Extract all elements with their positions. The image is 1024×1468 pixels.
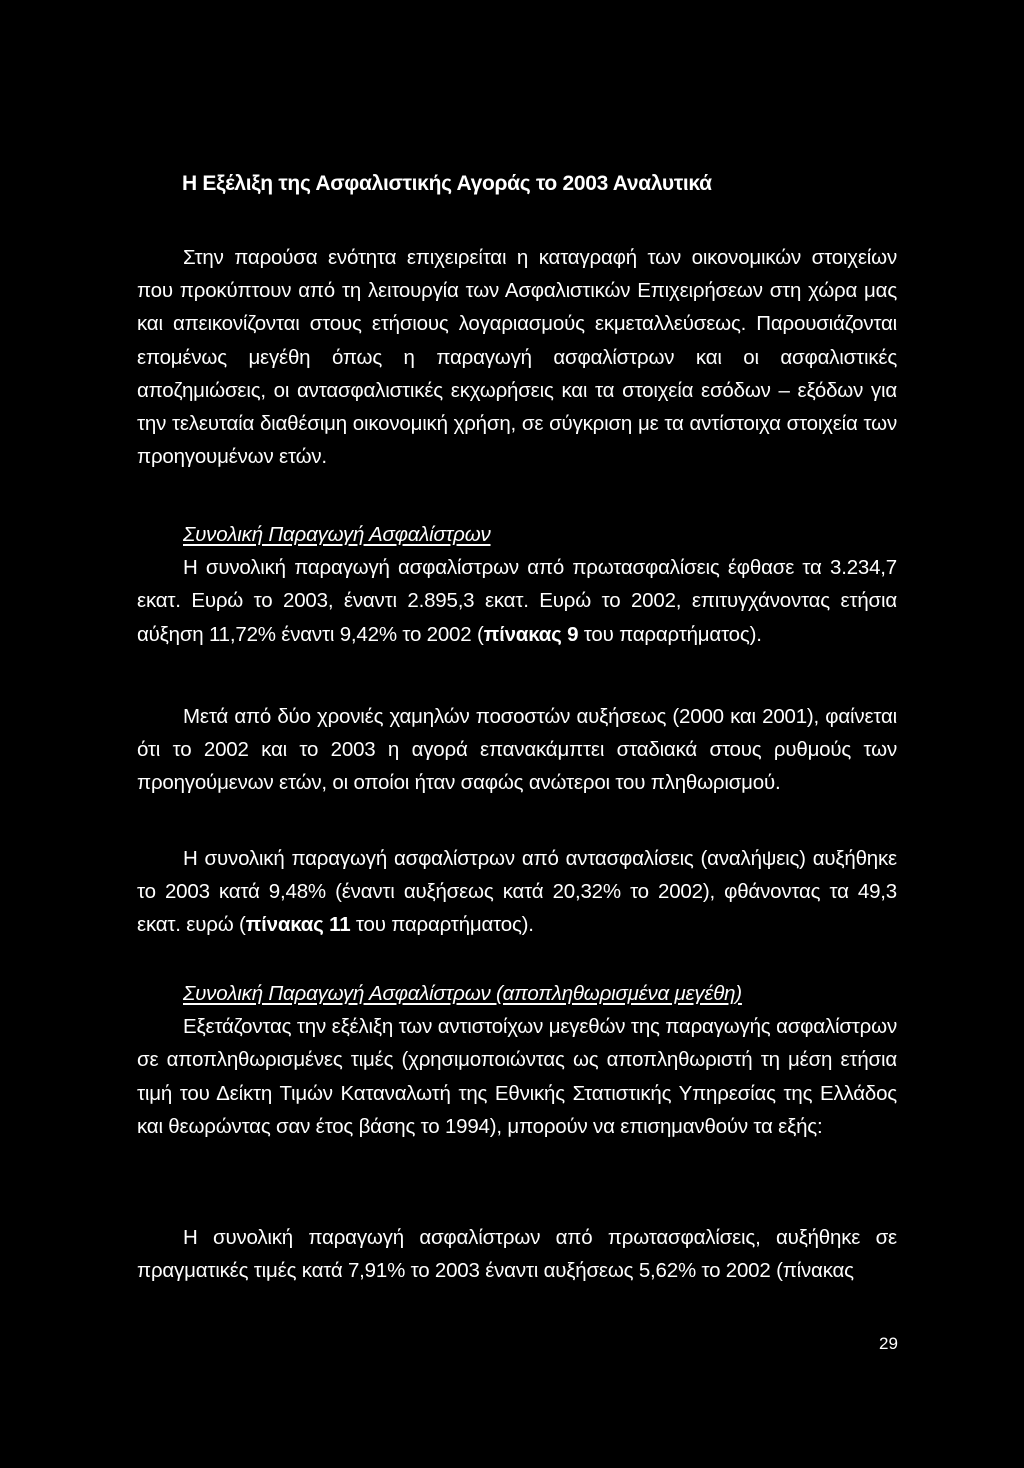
page-number: 29 — [879, 1334, 898, 1353]
intro-paragraph — [137, 241, 897, 473]
reinsurance-paragraph — [137, 842, 897, 942]
recovery-paragraph-text: Μετά από δύο χρονιές χαμηλών ποσοστών αυξήσεως (2000 και 2001), φαίνεται ότι το 2002 και το 2003 η αγορά επανακάμπτει σταδιακά στους ρυθμούς των προηγούμενων ετών, οι οποίοι ήταν σαφώς ανώτεροι του πληθωρισμού. — [137, 705, 897, 795]
section-title-text: Συνολική Παραγωγή Ασφαλίστρων — [183, 523, 491, 546]
section-title — [137, 977, 897, 1010]
recovery-paragraph — [137, 700, 897, 800]
intro-paragraph-text: Στην παρούσα ενότητα επιχειρείται η καταγραφή των οικονομικών στοιχείων που προκύπτουν από τη λειτουργία των Ασφαλιστικών Επιχειρήσεων στη χώρα μας και απεικονίζονται στους ετήσιους λογαριασμούς εκμεταλλεύσεως. Παρουσιάζονται επομένως μεγέθη όπως η παραγωγή ασφαλίστρων και οι ασφαλιστικές αποζημιώσεις, οι αντασφαλιστικές εκχωρήσεις και τα στοιχεία εσόδων – εξόδων για την τελευταία διαθέσιμη οικονομική χρήση, σε σύγκριση με τα αντίστοιχα στοιχεία των προηγουμένων ετών. — [137, 246, 897, 469]
real-terms-paragraph-text: Η συνολική παραγωγή ασφαλίστρων από πρωτασφαλίσεις, αυξήθηκε σε πραγματικές τιμές κατά 7,91% το 2003 έναντι αυξήσεως 5,62% το 2002 (πίνακας — [137, 1226, 897, 1283]
section-paragraph-text: Η συνολική παραγωγή ασφαλίστρων από πρωτασφαλίσεις έφθασε τα 3.234,7 εκατ. Ευρώ το 2003, έναντι 2.895,3 εκατ. Ευρώ το 2002, επιτυγχάνοντας ετήσια αύξηση 11,72% έναντι 9,42% το 2002 ( — [137, 556, 897, 646]
section-paragraph — [137, 551, 897, 651]
section-total-premium-production — [137, 518, 897, 651]
section-title — [137, 518, 897, 551]
reinsurance-paragraph-body — [137, 842, 897, 942]
table-reference: πίνακας 11 — [245, 913, 351, 937]
page-heading: Η Εξέλιξη της Ασφαλιστικής Αγοράς το 2003 Αναλυτικά — [182, 172, 712, 195]
reinsurance-paragraph-text-end: του παραρτήματος). — [350, 913, 534, 937]
reinsurance-paragraph-text: Η συνολική παραγωγή ασφαλίστρων από αντασφαλίσεις (αναλήψεις) αυξήθηκε το 2003 κατά 9,48% (έναντι αυξήσεως κατά 20,32% το 2002), φθάνοντας τα 49,3 εκατ. ευρώ ( — [137, 847, 897, 937]
section-paragraph-text-end: του παραρτήματος). — [578, 622, 762, 646]
section-deflated-premium-production — [137, 977, 897, 1143]
section-paragraph-text: Εξετάζοντας την εξέλιξη των αντιστοίχων μεγεθών της παραγωγής ασφαλίστρων σε αποπληθωρισμένες τιμές (χρησιμοποιώντας ως αποπληθωριστή τη μέση ετήσια τιμή του Δείκτη Τιμών Καταναλωτή της Εθνικής Στατιστικής Υπηρεσίας της Ελλάδος και θεωρώντας σαν έτος βάσης το 1994), μπορούν να επισημανθούν τα εξής: — [137, 1015, 897, 1138]
section-title-text: Συνολική Παραγωγή Ασφαλίστρων (αποπληθωρισμένα μεγέθη) — [183, 982, 742, 1005]
real-terms-paragraph — [137, 1221, 897, 1287]
table-reference: πίνακας 9 — [483, 622, 579, 646]
